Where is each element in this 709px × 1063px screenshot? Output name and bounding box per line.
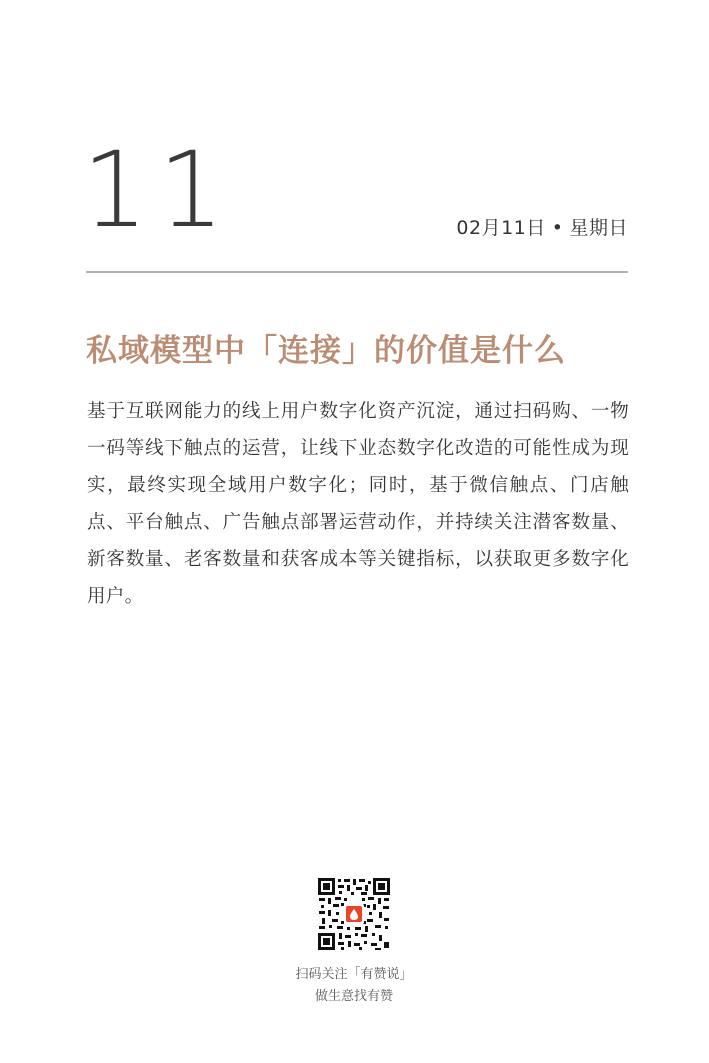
article-body: 基于互联网能力的线上用户数字化资产沉淀，通过扫码购、一物一码等线下触点的运营，让线下业态数字化改造的可能性成为现实，最终实现全域用户数字化；同时，基于微信触点、门店触点、平台触点、广告触点部署运营动作，并持续关注潜客数量、新客数量、老客数量和获客成本等关键指标，以获取更多数字化用户。 xyxy=(87,401,629,607)
date-separator: • xyxy=(551,217,564,239)
date-line xyxy=(456,213,628,240)
weekday-text: 星期日 xyxy=(569,217,628,239)
qr-code-graphic xyxy=(317,877,391,951)
qr-code-icon xyxy=(317,877,391,951)
qr-caption-follow: 扫码关注「有赞说」 xyxy=(295,967,413,982)
qr-caption-slogan: 做生意找有赞 xyxy=(314,989,393,1004)
day-number: 11 xyxy=(82,129,235,251)
article-title: 私域模型中「连接」的价值是什么 xyxy=(86,333,566,369)
header-divider xyxy=(86,271,628,273)
date-text: 02月11日 xyxy=(456,217,546,239)
